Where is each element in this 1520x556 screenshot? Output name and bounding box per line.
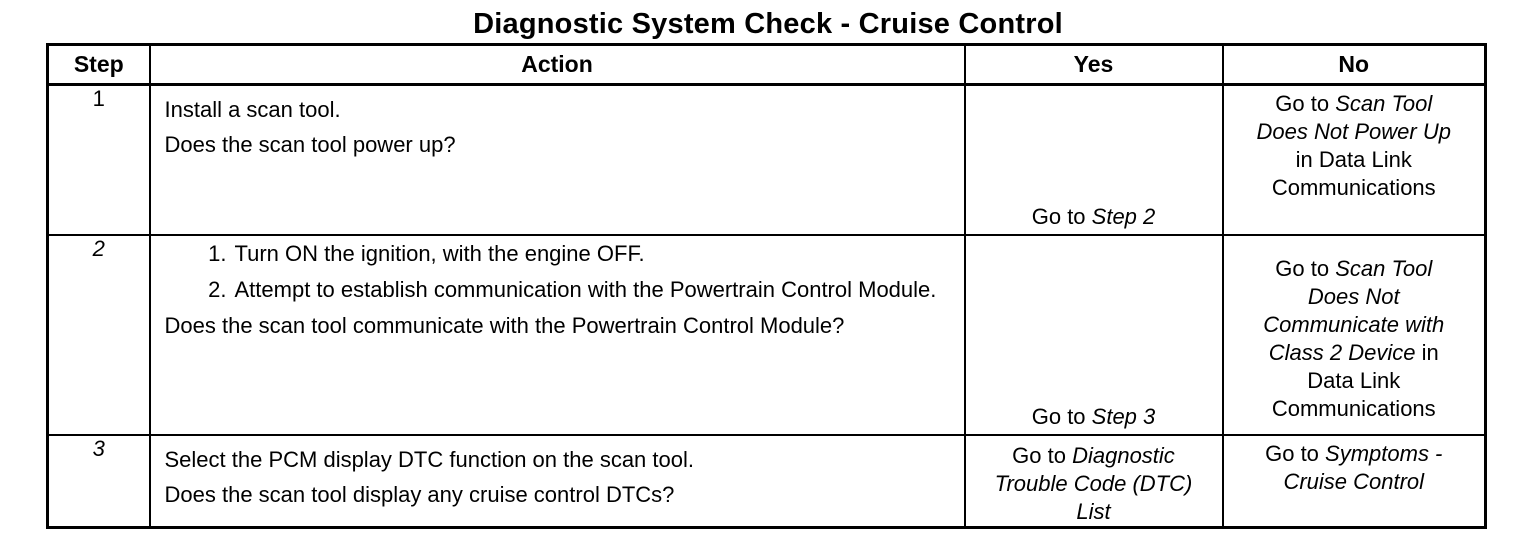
- list-number: 2.: [208, 277, 227, 302]
- action-cell: [150, 235, 965, 435]
- no-suffix: in: [1415, 340, 1439, 365]
- no-link[interactable]: Does Not: [1307, 284, 1400, 309]
- no-link[interactable]: Scan Tool: [1335, 256, 1433, 281]
- action-question: Does the scan tool communicate with the Powertrain Control Module?: [164, 313, 845, 338]
- action-cell: [150, 435, 965, 528]
- header-yes: Yes: [965, 45, 1223, 85]
- action-question: Does the scan tool power up?: [164, 132, 456, 157]
- action-text: Install a scan tool.: [164, 97, 341, 122]
- step-number: 2: [48, 235, 150, 435]
- action-cell: [150, 85, 965, 236]
- table-row: [48, 235, 1486, 435]
- header-action: Action: [150, 45, 965, 85]
- no-link[interactable]: Scan Tool: [1335, 91, 1433, 116]
- header-no: No: [1223, 45, 1486, 85]
- no-suffix: Communications: [1271, 396, 1436, 421]
- yes-link[interactable]: Diagnostic: [1072, 443, 1175, 468]
- yes-cell: [965, 235, 1223, 435]
- header-step: Step: [48, 45, 150, 85]
- yes-cell: [965, 435, 1223, 528]
- no-prefix: Go to: [1275, 256, 1336, 281]
- table-row: [48, 85, 1486, 236]
- table-header-row: [48, 45, 1486, 85]
- page-title: Diagnostic System Check - Cruise Control: [473, 8, 1063, 40]
- action-text: Select the PCM display DTC function on the scan tool.: [164, 447, 694, 472]
- yes-link[interactable]: List: [1076, 499, 1111, 524]
- no-link[interactable]: Cruise Control: [1283, 469, 1425, 494]
- no-cell: [1223, 235, 1486, 435]
- step-number: 3: [48, 435, 150, 528]
- yes-step-link[interactable]: Step 3: [1091, 404, 1156, 429]
- yes-prefix: Go to: [1012, 443, 1073, 468]
- no-suffix: Data Link: [1307, 368, 1401, 393]
- diagnostic-table: [46, 43, 1487, 529]
- no-link[interactable]: Communicate with: [1263, 312, 1445, 337]
- yes-prefix: Go to: [1031, 404, 1092, 429]
- action-list: [165, 240, 964, 304]
- no-suffix: Communications: [1271, 175, 1436, 200]
- list-item: [189, 276, 964, 304]
- list-number: 1.: [208, 241, 227, 266]
- no-link[interactable]: Class 2 Device: [1268, 340, 1416, 365]
- list-text: Attempt to establish communication with the Powertrain Control Module.: [234, 277, 937, 302]
- yes-prefix: Go to: [1031, 204, 1092, 229]
- no-link[interactable]: Symptoms -: [1325, 441, 1443, 466]
- no-link[interactable]: Does Not Power Up: [1256, 119, 1451, 144]
- no-cell: [1223, 85, 1486, 236]
- list-text: Turn ON the ignition, with the engine OFF.: [234, 241, 645, 266]
- yes-link[interactable]: Trouble Code (DTC): [994, 471, 1193, 496]
- step-number: 1: [48, 85, 150, 236]
- no-cell: [1223, 435, 1486, 528]
- list-item: [189, 240, 964, 268]
- no-prefix: Go to: [1275, 91, 1336, 116]
- yes-cell: [965, 85, 1223, 236]
- no-suffix: in Data Link: [1295, 147, 1412, 172]
- action-question: Does the scan tool display any cruise control DTCs?: [164, 482, 675, 507]
- no-prefix: Go to: [1265, 441, 1326, 466]
- yes-step-link[interactable]: Step 2: [1091, 204, 1156, 229]
- table-row: [48, 435, 1486, 528]
